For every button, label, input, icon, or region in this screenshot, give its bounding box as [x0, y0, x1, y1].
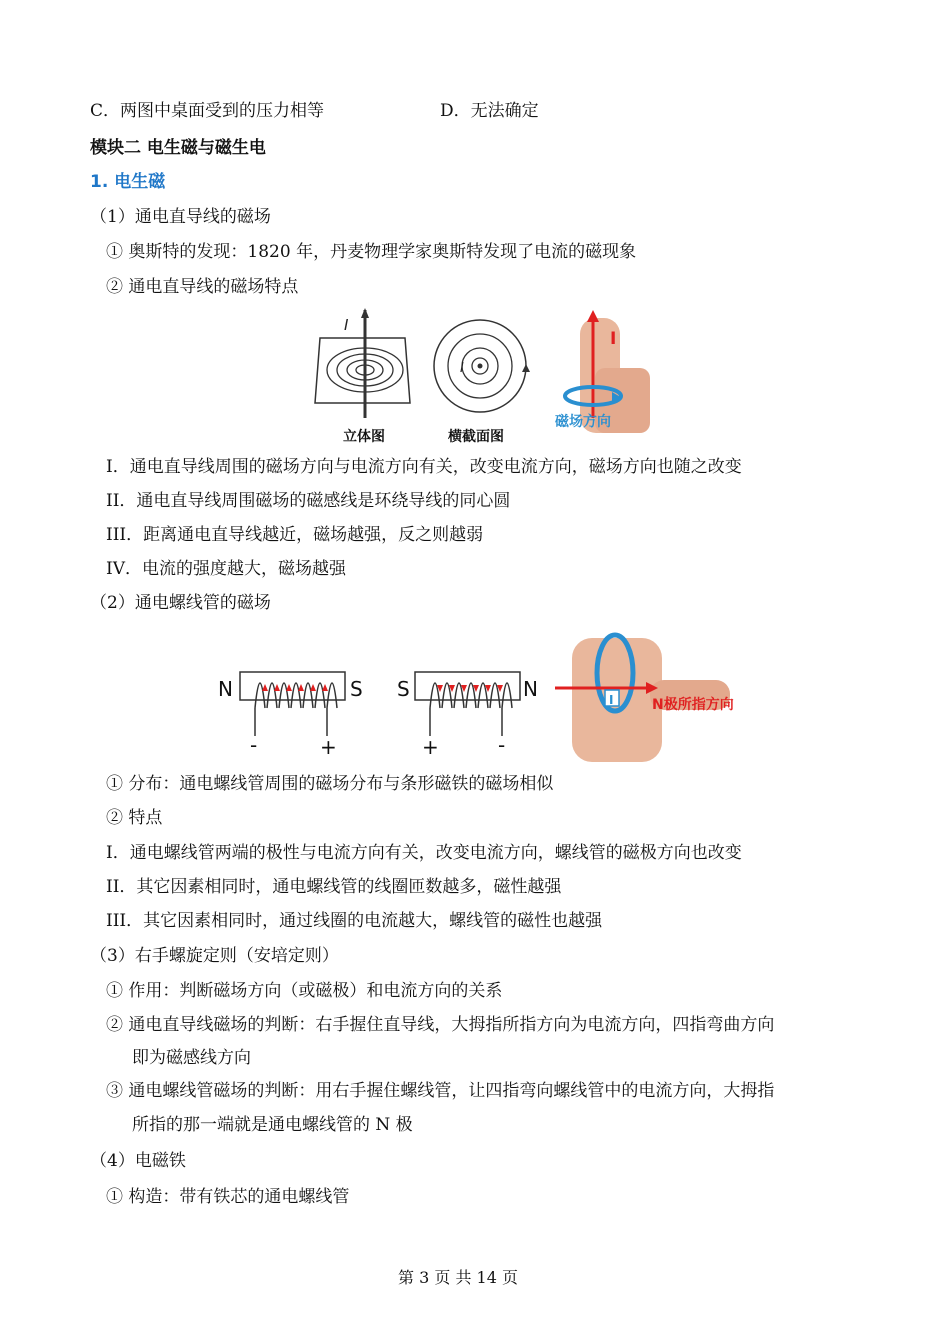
solenoid-left — [218, 672, 363, 759]
point-1: I．通电直导线周围的磁场方向与电流方向有关，改变电流方向，磁场方向也随之改变 — [106, 457, 742, 477]
item-3-1: ① 作用：判断磁场方向（或磁极）和电流方向的关系 — [106, 981, 503, 1001]
page-footer: 第 3 页 共 14 页 — [398, 1268, 518, 1287]
caption-cross: 横截面图 — [448, 429, 504, 445]
left-n-label: N — [218, 677, 233, 701]
wire-3d-view — [315, 308, 410, 418]
item-3-2: ② 通电直导线磁场的判断：右手握住直导线，大拇指所指方向为电流方向，四指弯曲方向 — [106, 1015, 775, 1035]
left-s-label: S — [350, 677, 363, 701]
item-3-2-cont: 即为磁感线方向 — [132, 1048, 251, 1068]
item-4-1: ① 构造：带有铁芯的通电螺线管 — [106, 1187, 350, 1207]
field-direction-label: 磁场方向 — [555, 414, 611, 430]
section-heading: 1. 电生磁 — [90, 172, 166, 192]
left-plus-label: + — [320, 735, 337, 759]
right-minus-label: - — [498, 733, 506, 757]
item-2-2: ② 特点 — [106, 808, 163, 828]
right-s-label: S — [397, 677, 410, 701]
item-1-1: ① 奥斯特的发现：1820 年，丹麦物理学家奥斯特发现了电流的磁现象 — [106, 242, 637, 262]
point-3: III．距离通电直导线越近，磁场越强，反之则越弱 — [106, 525, 484, 545]
wire-current-label: I — [344, 316, 349, 334]
item-2-1: ① 分布：通电螺线管周围的磁场分布与条形磁铁的磁场相似 — [106, 774, 554, 794]
subsection-2: （2）通电螺线管的磁场 — [90, 593, 271, 613]
feature-3: III．其它因素相同时，通过线圈的电流越大，螺线管的磁性也越强 — [106, 911, 603, 931]
right-hand-thumb-image — [555, 310, 650, 433]
caption-3d: 立体图 — [343, 429, 385, 445]
n-pole-direction-label: N极所指方向 — [652, 697, 734, 713]
solenoid-right — [397, 672, 538, 759]
point-4: IV．电流的强度越大，磁场越强 — [106, 559, 346, 579]
cross-current-label: I — [460, 361, 464, 376]
module-heading: 模块二 电生磁与磁生电 — [90, 138, 266, 158]
subsection-1: （1）通电直导线的磁场 — [90, 207, 271, 227]
right-plus-label: + — [422, 735, 439, 759]
point-2: II．通电直导线周围磁场的磁感线是环绕导线的同心圆 — [106, 491, 511, 511]
right-n-label: N — [523, 677, 538, 701]
feature-1: I．通电螺线管两端的极性与电流方向有关，改变电流方向，螺线管的磁极方向也改变 — [106, 843, 742, 863]
hand-current-label: I — [609, 693, 614, 707]
solenoid-figure — [210, 628, 750, 764]
option-c: C．两图中桌面受到的压力相等 — [90, 101, 325, 121]
item-3-3: ③ 通电螺线管磁场的判断：用右手握住螺线管，让四指弯向螺线管中的电流方向，大拇指 — [106, 1081, 775, 1101]
feature-2: II．其它因素相同时，通电螺线管的线圈匝数越多，磁性越强 — [106, 877, 562, 897]
item-3-3-cont: 所指的那一端就是通电螺线管的 N 极 — [132, 1115, 413, 1135]
thumb-current-label: I — [610, 329, 617, 349]
option-d: D．无法确定 — [440, 101, 539, 121]
left-minus-label: - — [250, 733, 258, 757]
right-hand-solenoid-image — [555, 635, 734, 762]
subsection-4: （4）电磁铁 — [90, 1151, 186, 1171]
wire-cross-section — [434, 320, 530, 412]
subsection-3: （3）右手螺旋定则（安培定则） — [90, 946, 339, 966]
item-1-2: ② 通电直导线的磁场特点 — [106, 277, 299, 297]
straight-wire-figure — [310, 308, 655, 438]
